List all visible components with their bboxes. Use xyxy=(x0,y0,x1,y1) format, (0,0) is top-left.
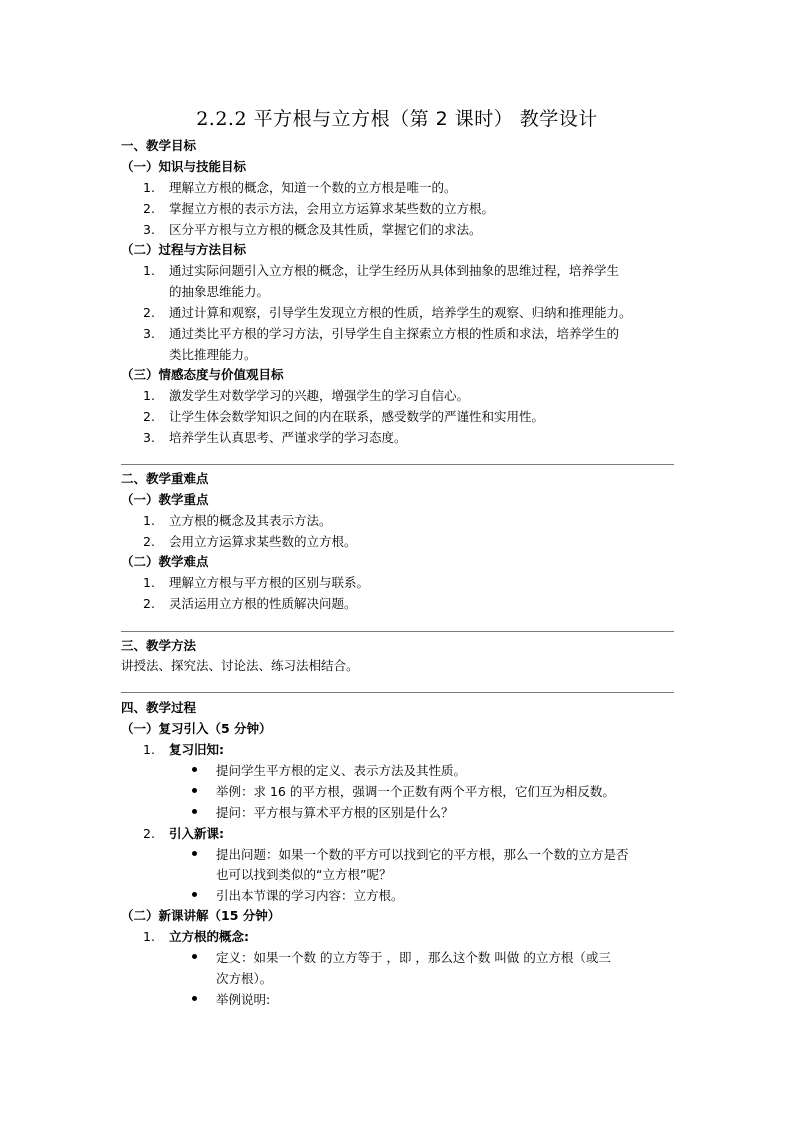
subheading-attitude: （三）情感态度与价值观目标 xyxy=(121,367,284,382)
section-divider xyxy=(121,692,674,693)
list-item: 区分平方根与立方根的概念及其性质，掌握它们的求法。 xyxy=(169,222,482,237)
section-heading-objectives: 一、教学目标 xyxy=(121,138,197,153)
item-number: 1. xyxy=(143,388,155,403)
list-item: 通过计算和观察，引导学生发现立方根的性质，培养学生的观察、归纳和推理能力。 xyxy=(169,305,632,320)
item-number: 2. xyxy=(143,409,155,424)
section-divider xyxy=(121,464,674,465)
item-number: 2. xyxy=(143,596,155,611)
subheading-key: （一）教学重点 xyxy=(121,492,209,507)
subheading-difficult: （二）教学难点 xyxy=(121,554,209,569)
step-label: 引入新课: xyxy=(169,826,224,841)
subheading-knowledge: （一）知识与技能目标 xyxy=(121,159,247,174)
list-item-continued: 的抽象思维能力。 xyxy=(169,284,270,299)
bullet-item-continued: 次方根）。 xyxy=(216,971,273,986)
item-number: 1. xyxy=(143,929,155,944)
item-number: 3. xyxy=(143,222,155,237)
list-item: 激发学生对数学学习的兴趣，增强学生的学习自信心。 xyxy=(169,388,470,403)
item-number: 3. xyxy=(143,326,155,341)
section-heading-key-points: 二、教学重难点 xyxy=(121,471,209,486)
methods-text: 讲授法、探究法、讨论法、练习法相结合。 xyxy=(121,658,359,673)
list-item: 让学生体会数学知识之间的内在联系，感受数学的严谨性和实用性。 xyxy=(169,409,545,424)
section-heading-process: 四、教学过程 xyxy=(121,700,197,715)
step-label: 复习旧知: xyxy=(169,742,224,757)
title-text: 平方根与立方根（第 2 课时） 教学设计 xyxy=(253,108,598,130)
subheading-review: （一）复习引入（5 分钟） xyxy=(121,721,272,736)
list-item: 理解立方根的概念，知道一个数的立方根是唯一的。 xyxy=(169,180,457,195)
list-item: 灵活运用立方根的性质解决问题。 xyxy=(169,596,357,611)
list-item: 理解立方根与平方根的区别与联系。 xyxy=(169,575,370,590)
bullet-icon xyxy=(191,846,199,854)
title-number: 2.2.2 xyxy=(196,108,248,130)
page-title xyxy=(0,104,794,131)
bullet-icon xyxy=(191,949,199,957)
item-number: 1. xyxy=(143,180,155,195)
step-label: 立方根的概念: xyxy=(169,929,249,944)
item-number: 2. xyxy=(143,534,155,549)
item-number: 1. xyxy=(143,575,155,590)
bullet-icon xyxy=(191,762,199,770)
bullet-item: 引出本节课的学习内容：立方根。 xyxy=(216,888,404,903)
bullet-icon xyxy=(191,887,199,895)
list-item: 培养学生认真思考、严谨求学的学习态度。 xyxy=(169,430,407,445)
list-item: 会用立方运算求某些数的立方根。 xyxy=(169,534,357,549)
list-item: 通过实际问题引入立方根的概念，让学生经历从具体到抽象的思维过程，培养学生 xyxy=(169,263,620,278)
section-heading-methods: 三、教学方法 xyxy=(121,638,197,653)
item-number: 3. xyxy=(143,430,155,445)
bullet-item: 举例：求 16 的平方根，强调一个正数有两个平方根，它们互为相反数。 xyxy=(216,784,615,799)
item-number: 2. xyxy=(143,201,155,216)
bullet-icon xyxy=(191,991,199,999)
item-number: 2. xyxy=(143,305,155,320)
bullet-item: 定义：如果一个数 的立方等于 ，即 ，那么这个数 叫做 的立方根（或三 xyxy=(216,950,611,965)
item-number: 2. xyxy=(143,826,155,841)
list-item: 立方根的概念及其表示方法。 xyxy=(169,513,332,528)
subheading-process: （二）过程与方法目标 xyxy=(121,242,247,257)
list-item: 通过类比平方根的学习方法，引导学生自主探索立方根的性质和求法，培养学生的 xyxy=(169,326,620,341)
bullet-icon xyxy=(191,783,199,791)
item-number: 1. xyxy=(143,263,155,278)
item-number: 1. xyxy=(143,513,155,528)
bullet-icon xyxy=(191,804,199,812)
section-divider xyxy=(121,631,674,632)
subheading-new-lesson: （二）新课讲解（15 分钟） xyxy=(121,908,281,923)
list-item-continued: 类比推理能力。 xyxy=(169,347,257,362)
bullet-item: 举例说明: xyxy=(216,992,271,1007)
bullet-item: 提问：平方根与算术平方根的区别是什么？ xyxy=(216,805,454,820)
bullet-item: 提出问题：如果一个数的平方可以找到它的平方根，那么一个数的立方是否 xyxy=(216,847,629,862)
item-number: 1. xyxy=(143,742,155,757)
bullet-item: 提问学生平方根的定义、表示方法及其性质。 xyxy=(216,763,467,778)
bullet-item-continued: 也可以找到类似的“立方根”呢？ xyxy=(216,867,392,882)
list-item: 掌握立方根的表示方法，会用立方运算求某些数的立方根。 xyxy=(169,201,495,216)
